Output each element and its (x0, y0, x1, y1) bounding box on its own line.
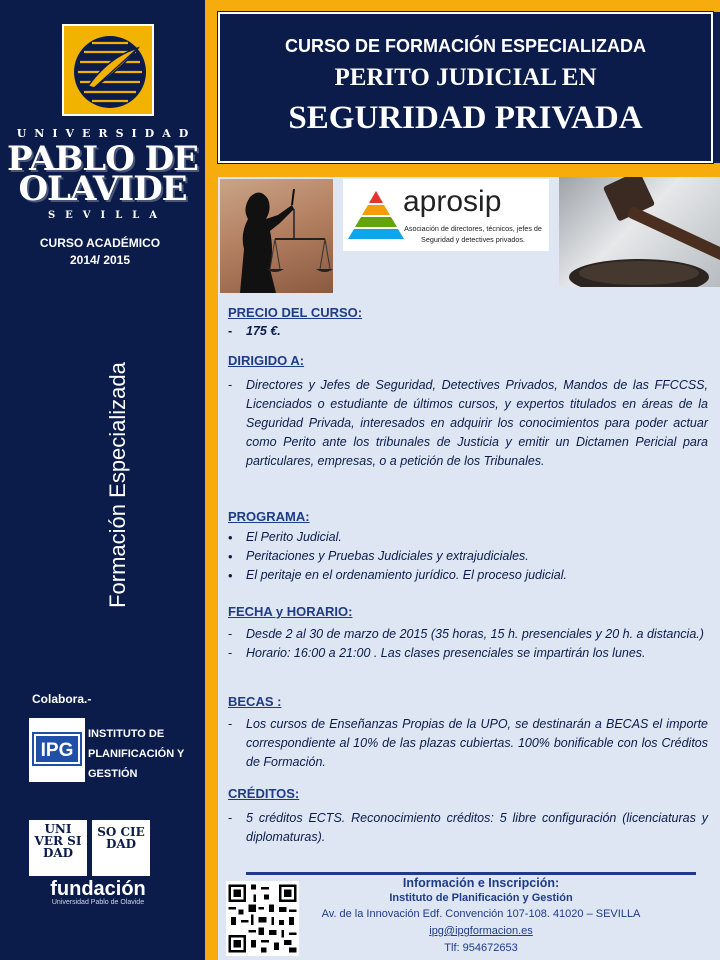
header-line1: CURSO DE FORMACIÓN ESPECIALIZADA (284, 36, 646, 56)
price-value: - 175 €. (228, 322, 708, 341)
content-panel (218, 177, 720, 960)
universidad-logo (29, 820, 87, 876)
section-becas-title: BECAS : (228, 694, 282, 709)
becas-text: - Los cursos de Enseñanzas Propias de la UPO, se destinarán a BECAS el importe correspondiente al 10% de las plazas cubiertas. 100% bonificable con los Créditos de Formación. (228, 715, 708, 772)
universidad-logo-text: UNI VER SI DAD (34, 822, 82, 860)
dirigido-text: - Directores y Jefes de Seguridad, Detectives Privados, Mandos de las FFCCSS, Licenciados o estudiante de últimos cursos, y expertos titulados en áreas de la Seguridad Privada, interesados en adquirir los conocimientos para poder actuar como Perito ante los tribunales de Justicia y emitir un Dictamen Pericial para particulares, empresas, o a petición de los Tribunales. (228, 376, 708, 471)
contact-info (306, 875, 656, 957)
section-creditos-title: CRÉDITOS: (228, 786, 300, 801)
aprosip-logo (343, 179, 549, 251)
header-line3: SEGURIDAD PRIVADA (288, 100, 643, 136)
university-name-line1: PABLO DE (7, 139, 198, 179)
ipg-line2: PLANIFICACIÓN Y (88, 748, 185, 760)
section-dirigido (228, 353, 708, 471)
contact-title: Información e Inscripción: (402, 876, 560, 890)
section-price-title: PRECIO DEL CURSO: (228, 305, 363, 320)
ipg-logo (29, 718, 85, 782)
university-city: SEVILLA (47, 210, 168, 221)
vertical-title-wrap (20, 290, 220, 680)
gold-border-mid (205, 163, 720, 177)
contact-email-link[interactable]: ipg@ipgformacion.es (429, 925, 533, 937)
sociedad-logo (92, 820, 150, 876)
section-fecha-title: FECHA y HORARIO: (228, 604, 353, 619)
vertical-title: Formación Especializada (105, 362, 130, 608)
section-dirigido-title: DIRIGIDO A: (228, 353, 305, 368)
ipg-logo-text: IPG (34, 734, 80, 764)
ipg-line1: INSTITUTO DE (88, 728, 165, 740)
section-becas (228, 694, 708, 772)
creditos-text: - 5 créditos ECTS. Reconocimiento créditos: 5 libre configuración (licenciaturas y diplomaturas). (228, 809, 708, 847)
gold-border-top (205, 0, 720, 12)
gavel-image (559, 177, 720, 287)
academic-label: CURSO ACADÉMICO (39, 236, 161, 250)
sociedad-logo-text: SO CIE DAD (97, 825, 145, 851)
ipg-line3: GESTIÓN (88, 768, 138, 780)
fecha-item: - Desde 2 al 30 de marzo de 2015 (35 horas, 15 h. presenciales y 20 h. a distancia.) (228, 625, 708, 644)
fecha-item: - Horario: 16:00 a 21:00 . Las clases presenciales se impartirán los lunes. (228, 644, 708, 663)
course-header (218, 12, 713, 163)
section-fecha (228, 604, 708, 663)
programa-item: • El peritaje en el ordenamiento jurídico. El proceso judicial. (228, 566, 708, 585)
section-price (228, 305, 708, 341)
aprosip-subtitle: Asociación de directores, técnicos, jefes de Seguridad y detectives privados. (404, 224, 542, 244)
fundacion-sub: Universidad Pablo de Olavide (51, 899, 145, 906)
contact-org: Instituto de Planificación y Gestión (389, 892, 573, 904)
colabora-label: Colabora.- (32, 692, 92, 706)
academic-year: 2014/ 2015 (69, 253, 131, 267)
qr-code-icon[interactable] (226, 881, 299, 956)
programa-item: • El Perito Judicial. (228, 528, 708, 547)
pyramid-icon (347, 187, 405, 247)
university-emblem-icon (62, 24, 154, 116)
university-label: UNIVERSIDAD (16, 127, 197, 140)
section-programa (228, 509, 708, 585)
contact-address: Av. de la Innovación Edf. Convención 107-108. 41020 – SEVILLA (321, 908, 641, 920)
programa-item: • Peritaciones y Pruebas Judiciales y extrajudiciales. (228, 547, 708, 566)
section-programa-title: PROGRAMA: (228, 509, 310, 524)
ipg-name (88, 724, 203, 784)
aprosip-name: aprosip (403, 185, 502, 218)
gold-border-left (205, 0, 218, 960)
university-name-line2: OLAVIDE (18, 169, 187, 209)
justice-statue-image (220, 179, 333, 293)
header-line2: PERITO JUDICIAL EN (334, 64, 597, 91)
contact-phone: Tlf: 954672653 (444, 942, 518, 954)
sidebar (0, 0, 205, 960)
section-creditos (228, 786, 708, 847)
fundacion-label: fundación (50, 878, 146, 900)
